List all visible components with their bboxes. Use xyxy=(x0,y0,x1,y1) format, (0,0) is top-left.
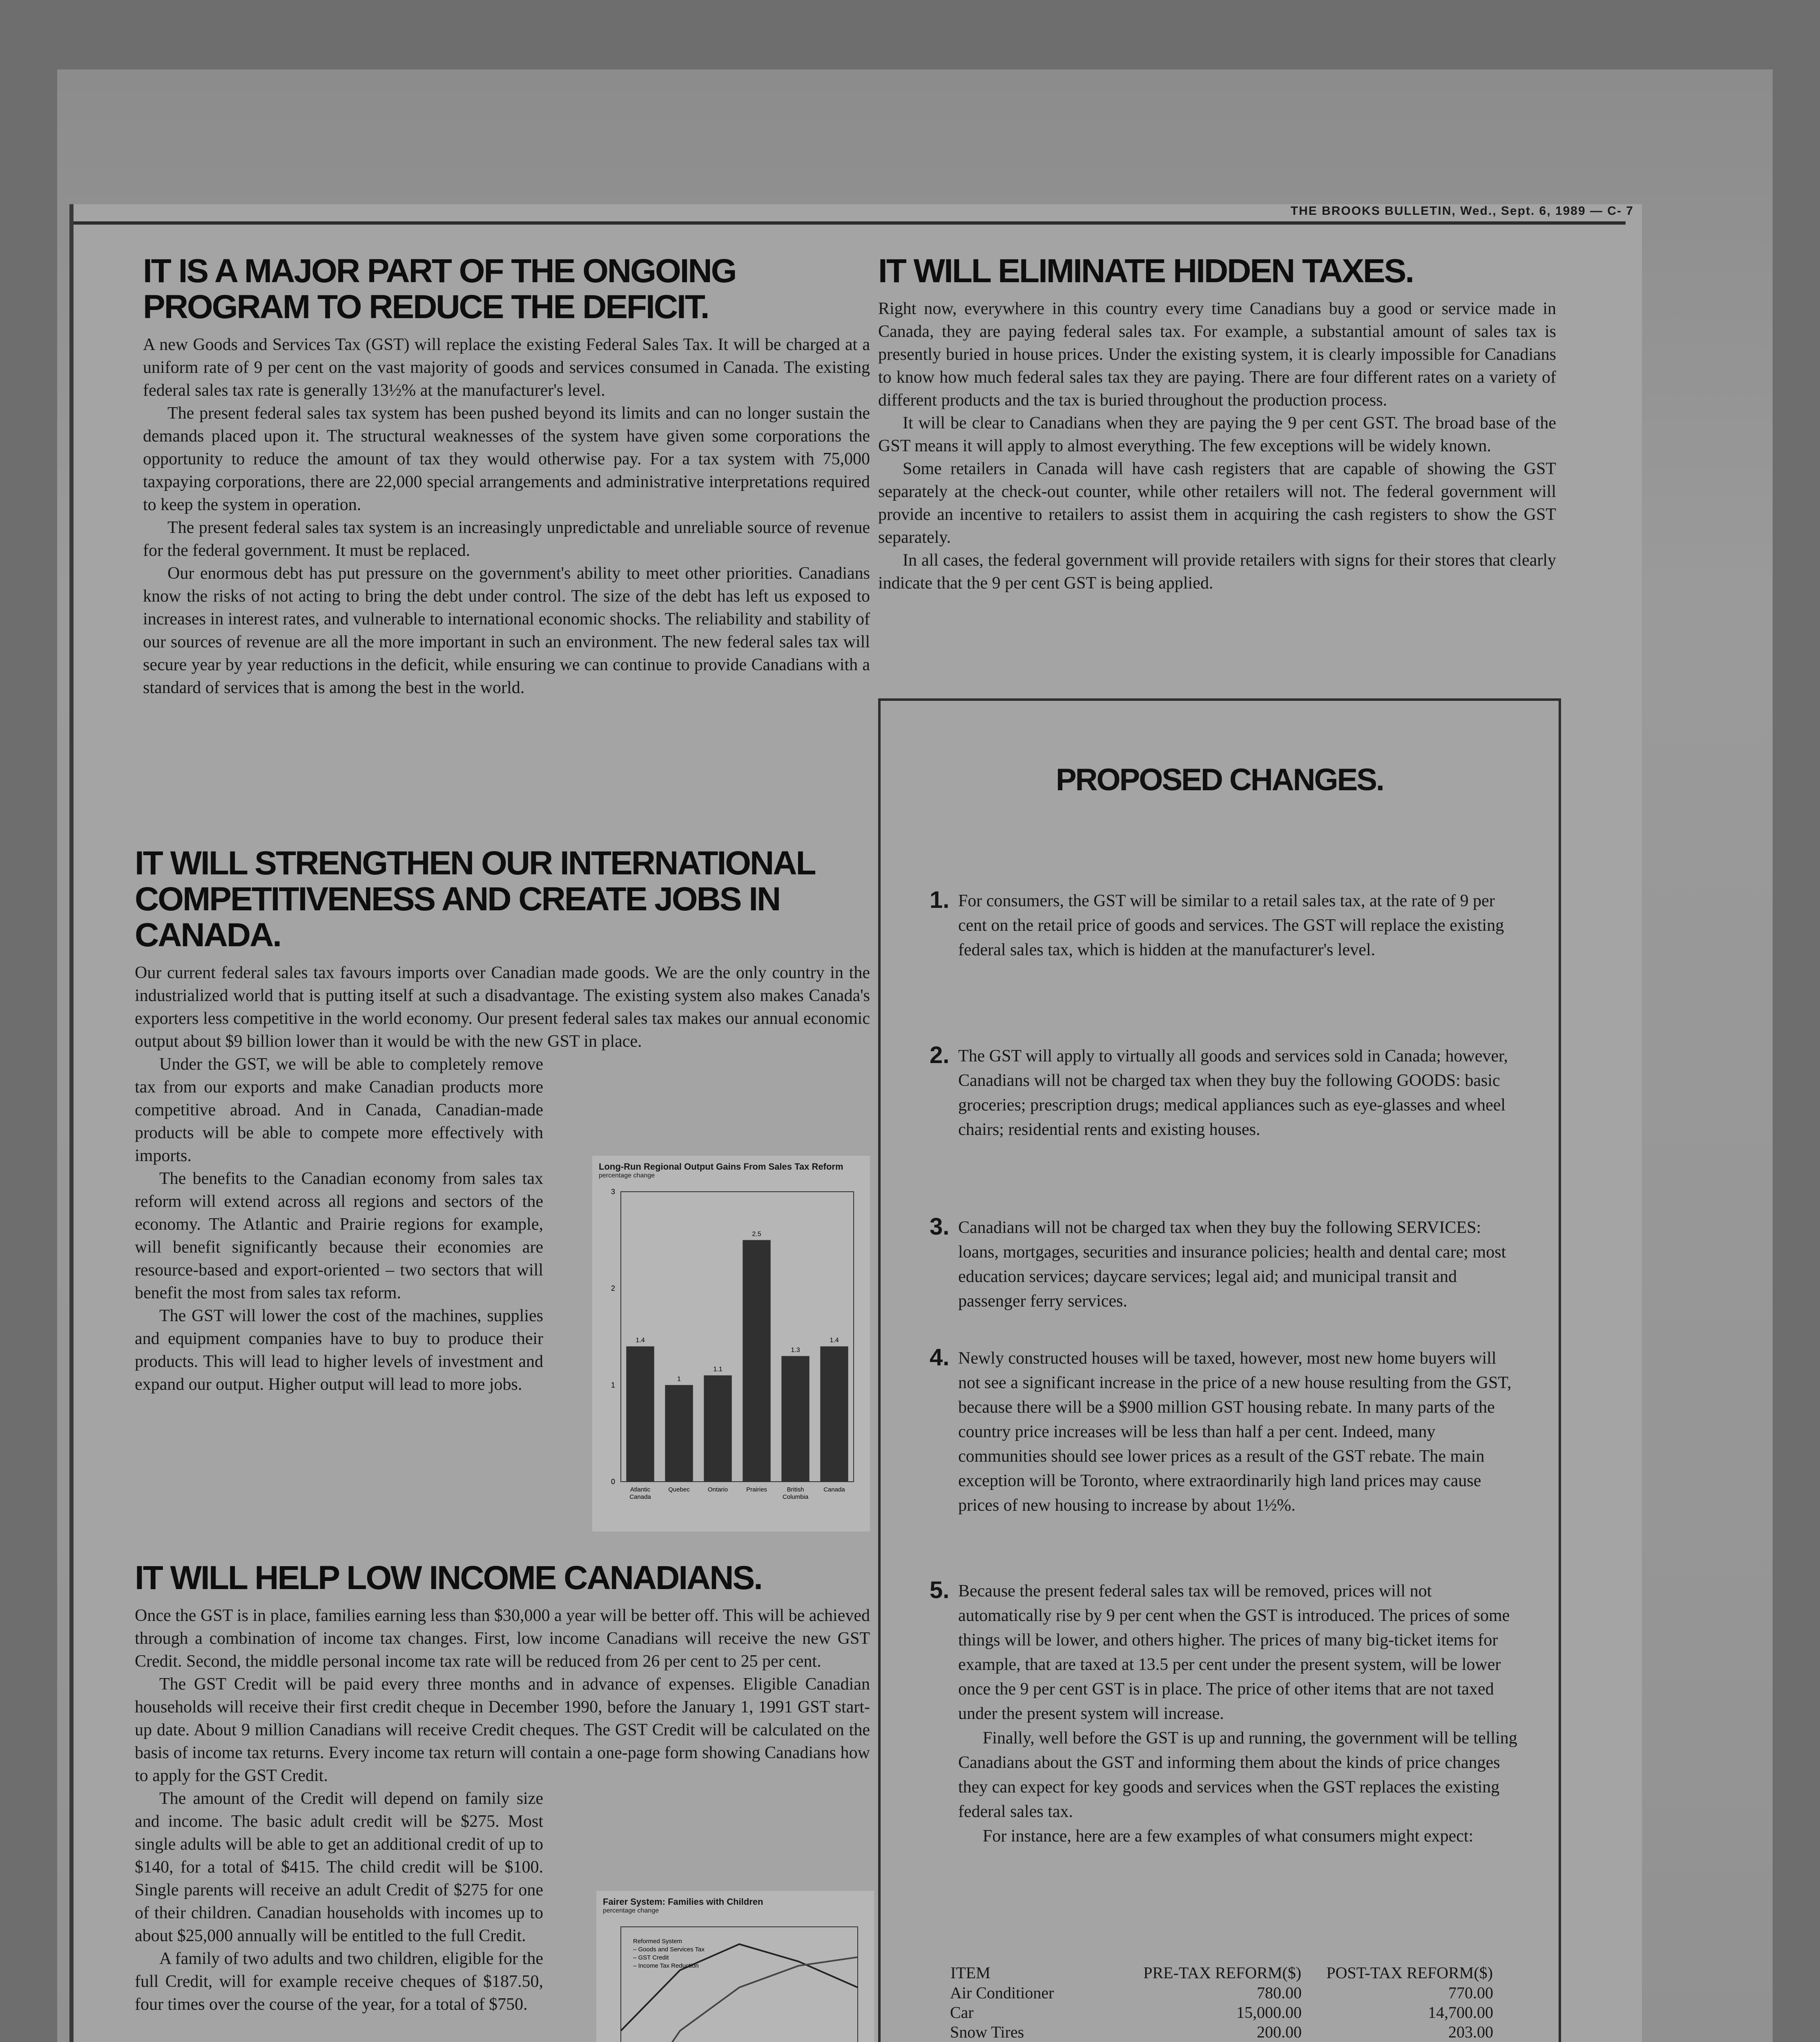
closing-paragraph: Finally, well before the GST is up and running, the government will be telling Canadians about the GST and informing them about the kinds of price changes they can expect for key goods and services when the GST replaces the existing federal sales tax. xyxy=(958,1729,1517,1821)
bar xyxy=(665,1385,693,1482)
bar-category-label: Ontario xyxy=(707,1486,728,1493)
low-income-paragraph: The GST Credit will be paid every three months and in advance of expenses. Eligible Canadian households will receive their first credit cheque in December 1990, before the January 1, 1991 GST start-up date. About 9 million Canadians will receive Credit cheques. The GST Credit will be calculated on the basis of income tax returns. Every income tax return will contain a one-page form showing Canadians how to apply for the GST Credit. xyxy=(135,1675,870,1785)
item-number: 1. xyxy=(930,887,950,913)
heading-deficit: IT IS A MAJOR PART OF THE ONGOING PROGRAM TO REDUCE THE DEFICIT. xyxy=(143,252,736,325)
header-pre: PRE-TAX REFORM($) xyxy=(1143,1964,1302,1982)
hidden-taxes-paragraph: Some retailers in Canada will have cash registers that are capable of showing the GST separately at the check-out counter, while other retailers will not. The federal government will provide an incentive to retailers to assist them in acquiring the cash registers to show the GST separately. xyxy=(878,459,1556,547)
price-table-header-row xyxy=(950,1963,1493,1983)
deficit-paragraph: The present federal sales tax system has been pushed beyond its limits and can no longer sustain the demands placed upon it. The structural weaknesses of the system have given some corporations the opportunity to reduce the amount of tax they would otherwise pay. For a tax system with 75,000 taxpaying corporations, there are 22,000 special arrangements and administrative interpretations required to keep the system in operation. xyxy=(143,404,870,514)
bar-value-label: 1.4 xyxy=(636,1337,645,1344)
table-row xyxy=(950,1983,1493,2003)
competitiveness-paragraph: Our current federal sales tax favours imports over Canadian made goods. We are the only country in the industrialized world that is putting itself at such a disadvantage. The existing system also makes Canada's exporters less competitive in the world economy. Our present federal sales tax makes our annual economic output about $9 billion lower than it would be with the new GST in place. xyxy=(135,963,870,1051)
bar-chart xyxy=(592,1156,870,1532)
bar-y-tick-label: 0 xyxy=(611,1478,615,1486)
bar-category-label: Canada xyxy=(629,1494,651,1500)
top-rule xyxy=(74,221,1626,225)
proposed-item xyxy=(930,889,1518,962)
proposed-item xyxy=(930,1346,1518,1518)
competitiveness-paragraph: Under the GST, we will be able to completely remove tax from our exports and make Canadian products more competitive abroad. And in Canada, Canadian-made products will be able to compete more effectively with imports. xyxy=(135,1055,543,1165)
cell-item: Snow Tires xyxy=(950,2023,1024,2041)
deficit-paragraph: Our enormous debt has put pressure on the government's ability to meet other priorities. Canadians know the risks of not acting to bring the debt under control. The size of the debt has left us exposed to increases in interest rates, and vulnerable to international economic shocks. The reliability and stability of our sources of revenue are all the more important in such an environment. The new federal sales tax will secure year by year reductions in the deficit, while ensuring we can continue to provide Canadians with a standard of services that is among the best in the world. xyxy=(143,564,870,697)
price-table xyxy=(950,1963,1493,2042)
cell-item: Car xyxy=(950,2003,974,2022)
low-income-paragraph: The amount of the Credit will depend on family size and income. The basic adult credit will be $275. Most single adults will be able to get an additional credit of up to $140, for a total of $415. The child credit will be $100. Single parents will receive an adult Credit of $275 for one of their children. Canadian households with incomes up to about $25,000 annually will be entitled to the full Credit. xyxy=(135,1789,543,1945)
bar xyxy=(820,1346,848,1482)
cell-post: 203.00 xyxy=(1448,2023,1493,2041)
line-chart-title: Fairer System: Families with Children xyxy=(603,1897,763,1907)
bar-category-label: British xyxy=(787,1486,804,1493)
line-chart xyxy=(596,1891,874,2042)
deficit-paragraph: A new Goods and Services Tax (GST) will replace the existing Federal Sales Tax. It will be charged at a uniform rate of 9 per cent on the vast majority of goods and services consumed in Canada. The existing federal sales tax rate is generally 13½% at the manufacturer's level. xyxy=(143,335,870,400)
section-deficit xyxy=(143,253,870,699)
bar-category-label: Canada xyxy=(823,1486,845,1493)
heading-competitiveness: IT WILL STRENGTHEN OUR INTERNATIONAL COMPETITIVENESS AND CREATE JOBS IN CANADA. xyxy=(135,845,815,954)
competitiveness-paragraph: The benefits to the Canadian economy from sales tax reform will extend across all regions and sectors of the economy. The Atlantic and Prairie regions for example, will benefit significantly because their economies are resource-based and export-oriented – two sectors that will benefit the most from sales tax reform. xyxy=(135,1169,543,1302)
hidden-taxes-paragraph: It will be clear to Canadians when they are paying the 9 per cent GST. The broad base of the GST means it will apply to almost everything. The few exceptions will be widely known. xyxy=(878,414,1556,455)
bar xyxy=(704,1375,732,1482)
item-text: Because the present federal sales tax will be removed, prices will not automatically rise by 9 per cent when the GST is introduced. The prices of some things will be lower, and others higher. The prices of many big-ticket items for example, that are taxed at 13.5 per cent under the present system, will be lower once the 9 per cent GST is in place. The price of other items that are not taxed under the present system will increase. xyxy=(958,1582,1510,1723)
bar-category-label: Prairies xyxy=(746,1486,767,1493)
item-number: 5. xyxy=(930,1577,950,1603)
bar xyxy=(743,1240,770,1482)
proposed-changes-heading: PROPOSED CHANGES. xyxy=(1055,762,1384,797)
bar-value-label: 2.5 xyxy=(752,1231,761,1238)
bar-chart-title: Long-Run Regional Output Gains From Sales Tax Reform xyxy=(599,1161,843,1172)
section-hidden-taxes xyxy=(878,253,1556,595)
closing-paragraph: For instance, here are a few examples of what consumers might expect: xyxy=(983,1827,1474,1846)
bar-category-label: Quebec xyxy=(668,1486,690,1493)
line-legend-label: – Income Tax Reduction xyxy=(633,1962,699,1969)
heading-low-income: IT WILL HELP LOW INCOME CANADIANS. xyxy=(135,1559,762,1596)
table-row xyxy=(950,2022,1493,2042)
bar-value-label: 1.1 xyxy=(713,1366,723,1373)
cell-item: Air Conditioner xyxy=(950,1984,1054,2002)
header-item: ITEM xyxy=(950,1964,990,1982)
line-series xyxy=(621,1957,858,2042)
line-legend-label: – GST Credit xyxy=(633,1954,669,1961)
bar-value-label: 1.4 xyxy=(830,1337,839,1344)
heading-hidden-taxes: IT WILL ELIMINATE HIDDEN TAXES. xyxy=(878,252,1414,290)
bar-y-tick-label: 1 xyxy=(611,1381,615,1389)
page-folio: THE BROOKS BULLETIN, Wed., Sept. 6, 1989 — C- 7 xyxy=(1290,204,1634,218)
bar-chart-ylabel: percentage change xyxy=(599,1172,655,1179)
cell-pre: 200.00 xyxy=(1257,2023,1302,2041)
item-number: 2. xyxy=(930,1042,950,1068)
proposed-item xyxy=(930,1215,1518,1313)
bar-chart-svg xyxy=(592,1179,870,1514)
competitiveness-narrow-text xyxy=(135,1053,543,1396)
item-number: 3. xyxy=(930,1213,950,1240)
item-text: Canadians will not be charged tax when they buy the following SERVICES: loans, mortgages, securities and insurance policies; health and dental care; most education services; daycare services; legal aid; and municipal transit and passenger ferry services. xyxy=(958,1218,1506,1311)
hidden-taxes-paragraph: Right now, everywhere in this country every time Canadians buy a good or service made in Canada, they are paying federal sales tax. For example, a substantial amount of sales tax is presently buried in house prices. Under the existing system, it is clearly impossible for Canadians to know how much federal sales tax they are paying. There are four different rates on a variety of different products and the tax is buried throughout the production process. xyxy=(878,299,1556,410)
item-number: 4. xyxy=(930,1344,950,1371)
bar-category-label: Atlantic xyxy=(630,1486,651,1493)
line-chart-ylabel: percentage change xyxy=(603,1907,659,1914)
item-text: Newly constructed houses will be taxed, however, most new home buyers will not see a significant increase in the price of a new house resulting from the GST, because there will be a $900 million GST housing rebate. In many parts of the country price increases will be less than half a per cent. Indeed, many communities should see lower prices as a result of the GST rebate. The main exception will be Toronto, where extraordinarily high land prices may cause prices of new housing to increase by about 1½%. xyxy=(958,1349,1512,1515)
item-text: For consumers, the GST will be similar to a retail sales tax, at the rate of 9 per cent on the retail price of goods and services. The GST will replace the existing federal sales tax, which is hidden at the manufacturer's level. xyxy=(958,892,1504,959)
bar-plot-frame xyxy=(621,1192,854,1482)
cell-post: 770.00 xyxy=(1448,1984,1493,2002)
low-income-paragraph: A family of two adults and two children, eligible for the full Credit, will for example receive cheques of $187.50, four times over the course of the year, for a total of $750. xyxy=(135,1949,543,2014)
proposed-changes-box xyxy=(878,698,1561,2042)
newspaper-page xyxy=(69,204,1642,2042)
bar xyxy=(781,1356,809,1482)
bar-value-label: 1 xyxy=(677,1375,681,1383)
header-post: POST-TAX REFORM($) xyxy=(1326,1964,1493,1982)
hidden-taxes-paragraph: In all cases, the federal government will provide retailers with signs for their stores that clearly indicate that the 9 per cent GST is being applied. xyxy=(878,551,1556,593)
proposed-item xyxy=(930,1579,1518,1848)
low-income-paragraph: Once the GST is in place, families earning less than $30,000 a year will be better off. This will be achieved through a combination of income tax changes. First, low income Canadians will receive the new GST Credit. Second, the middle personal income tax rate will be reduced from 26 per cent to 25 per cent. xyxy=(135,1606,870,1671)
line-legend-label: Reformed System xyxy=(633,1938,682,1945)
line-legend-label: – Goods and Services Tax xyxy=(633,1946,705,1953)
bar xyxy=(626,1346,654,1482)
proposed-item xyxy=(930,1044,1518,1142)
item-text: The GST will apply to virtually all goods and services sold in Canada; however, Canadians will not be charged tax when they buy the following GOODS: basic groceries; prescription drugs; medical appliances such as eye-glasses and wheel chairs; residential rents and existing houses. xyxy=(958,1047,1508,1139)
deficit-paragraph: The present federal sales tax system is an increasingly unpredictable and unreliable source of revenue for the federal government. It must be replaced. xyxy=(143,518,870,560)
bar-category-label: Columbia xyxy=(782,1494,809,1500)
cell-post: 14,700.00 xyxy=(1428,2003,1493,2022)
competitiveness-paragraph: The GST will lower the cost of the machines, supplies and equipment companies have to buy to produce their products. This will lead to higher levels of investment and expand our output. Higher output will lead to more jobs. xyxy=(135,1306,543,1394)
cell-pre: 15,000.00 xyxy=(1236,2003,1302,2022)
cell-pre: 780.00 xyxy=(1257,1984,1302,2002)
line-chart-svg xyxy=(596,1915,874,2042)
bar-value-label: 1.3 xyxy=(791,1346,800,1354)
table-row xyxy=(950,2003,1493,2022)
bar-y-tick-label: 3 xyxy=(611,1188,615,1196)
low-income-narrow-text xyxy=(135,1787,543,2016)
bar-y-tick-label: 2 xyxy=(611,1284,615,1293)
